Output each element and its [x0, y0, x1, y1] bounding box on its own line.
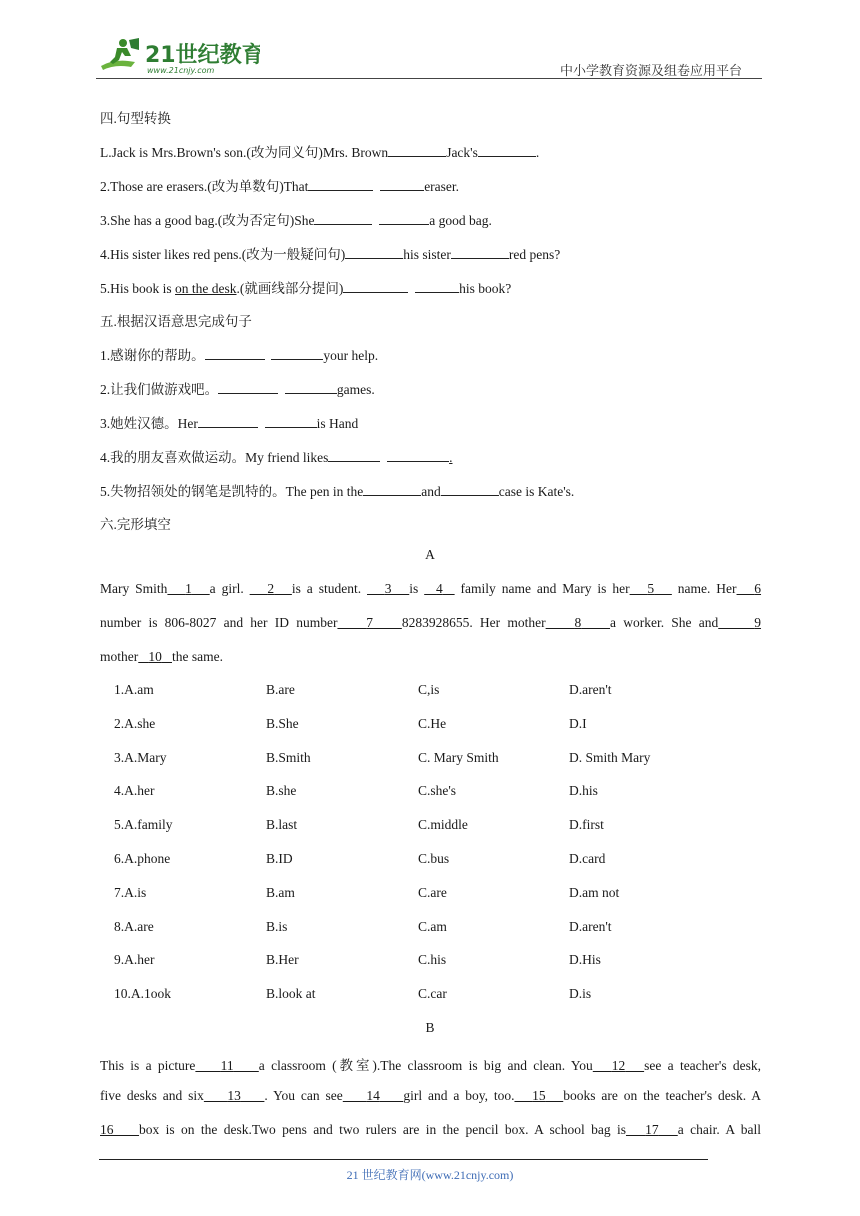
option-a: 5.A.family: [114, 817, 173, 833]
header-divider: [96, 78, 762, 79]
option-d: D.card: [569, 851, 606, 866]
header-platform-text: 中小学教育资源及组卷应用平台: [560, 63, 743, 78]
section4-title: 四.句型转换: [100, 111, 171, 126]
s5-q3: 3.她姓汉德。Her is Hand: [100, 416, 359, 431]
option-c: C.He: [418, 715, 447, 731]
part-a-label: A: [425, 547, 435, 562]
option-a: 9.A.her: [114, 952, 155, 968]
option-c: C.his: [418, 952, 447, 968]
s4-q3: 3.She has a good bag.(改为否定句)She a good bag.: [100, 213, 492, 228]
option-b: B.look at: [266, 986, 316, 1002]
footer-text: 21 世纪教育网(www.21cnjy.com): [346, 1168, 514, 1182]
svg-text:21世纪教育: 21世纪教育: [145, 43, 260, 68]
option-row: [0, 817, 860, 835]
option-row: [0, 783, 860, 801]
footer-divider: [99, 1159, 708, 1160]
option-d: D.first: [569, 817, 604, 833]
s4-q1: L.Jack is Mrs.Brown's son.(改为同义句)Mrs. Brown Jack's .: [100, 145, 540, 160]
option-row: [0, 851, 860, 869]
part-b-line1: This is a picture 11 a classroom (教室).The classroom is big and clean. You 12 see a teacher's desk,: [100, 1058, 762, 1073]
option-b: B.Smith: [266, 749, 311, 765]
part-b-line2: five desks and six 13 . You can see 14 girl and a boy, too. 15 books are on the teacher's desk. A: [100, 1088, 762, 1103]
option-c: C.am: [418, 918, 447, 934]
option-b: B.are: [266, 682, 295, 697]
s5-q1: 1.感谢你的帮助。 your help.: [100, 348, 379, 363]
part-a-line3: mother 10 the same.: [100, 649, 223, 664]
s5-q4: 4.我的朋友喜欢做运动。My friend likes .: [100, 450, 453, 465]
option-d: D.I: [569, 715, 587, 731]
option-c: C.she's: [418, 783, 457, 799]
s4-q5: 5.His book is on the desk.(就画线部分提问) his book?: [100, 281, 512, 296]
option-a: 7.A.is: [114, 884, 147, 900]
option-a: 3.A.Mary: [114, 749, 167, 765]
option-row: [0, 716, 860, 734]
s4-q4: 4.His sister likes red pens.(改为一般疑问句) his sister red pens?: [100, 247, 561, 262]
option-row: [0, 919, 860, 937]
option-d: D.am not: [569, 884, 620, 900]
option-c: C.car: [418, 986, 447, 1002]
option-b: B.Her: [266, 952, 299, 968]
option-b: B.ID: [266, 851, 293, 866]
option-b: B.is: [266, 918, 288, 934]
section5-title: 五.根据汉语意思完成句子: [100, 314, 252, 329]
option-a: 10.A.1ook: [114, 986, 171, 1002]
part-b-label: B: [425, 1020, 435, 1035]
option-row: [0, 986, 860, 1004]
part-a-line1: Mary Smith 1 a girl. 2 is a student. 3 is 4 family name and Mary is her 5 name. Her 6: [100, 581, 762, 596]
option-d: D. Smith Mary: [569, 749, 651, 765]
option-a: 2.A.she: [114, 715, 156, 731]
option-row: [0, 682, 860, 700]
option-a: 4.A.her: [114, 783, 155, 799]
s4-q2: 2.Those are erasers.(改为单数句)That eraser.: [100, 179, 460, 194]
option-c: C.bus: [418, 851, 450, 866]
option-b: B.last: [266, 817, 298, 833]
svg-text:www.21cnjy.com: www.21cnjy.com: [147, 66, 215, 75]
option-b: B.She: [266, 715, 299, 731]
option-a: 8.A.are: [114, 918, 154, 934]
option-d: D.is: [569, 986, 592, 1002]
option-d: D.His: [569, 952, 601, 968]
option-b: B.am: [266, 884, 295, 900]
option-c: C. Mary Smith: [418, 749, 499, 765]
option-d: D.his: [569, 783, 598, 799]
option-c: C,is: [418, 682, 440, 697]
option-row: [0, 885, 860, 903]
part-b-line3: 16 box is on the desk.Two pens and two rulers are in the pencil box. A school bag is 17 a chair. A ball: [100, 1122, 762, 1137]
option-row: [0, 952, 860, 970]
site-logo: [95, 36, 260, 78]
option-a: 1.A.am: [114, 682, 154, 697]
option-row: [0, 750, 860, 768]
option-a: 6.A.phone: [114, 851, 171, 866]
option-c: C.are: [418, 884, 447, 900]
option-b: B.she: [266, 783, 297, 799]
s5-q2: 2.让我们做游戏吧。 games.: [100, 382, 375, 397]
part-a-line2: number is 806-8027 and her ID number 7 8283928655. Her mother 8 a worker. She and 9: [100, 615, 762, 630]
option-d: D.aren't: [569, 682, 612, 697]
option-c: C.middle: [418, 817, 468, 833]
section6-title: 六.完形填空: [100, 517, 171, 532]
option-d: D.aren't: [569, 918, 612, 934]
s5-q5: 5.失物招领处的钢笔是凯特的。The pen in the and case is Kate's.: [100, 484, 575, 499]
